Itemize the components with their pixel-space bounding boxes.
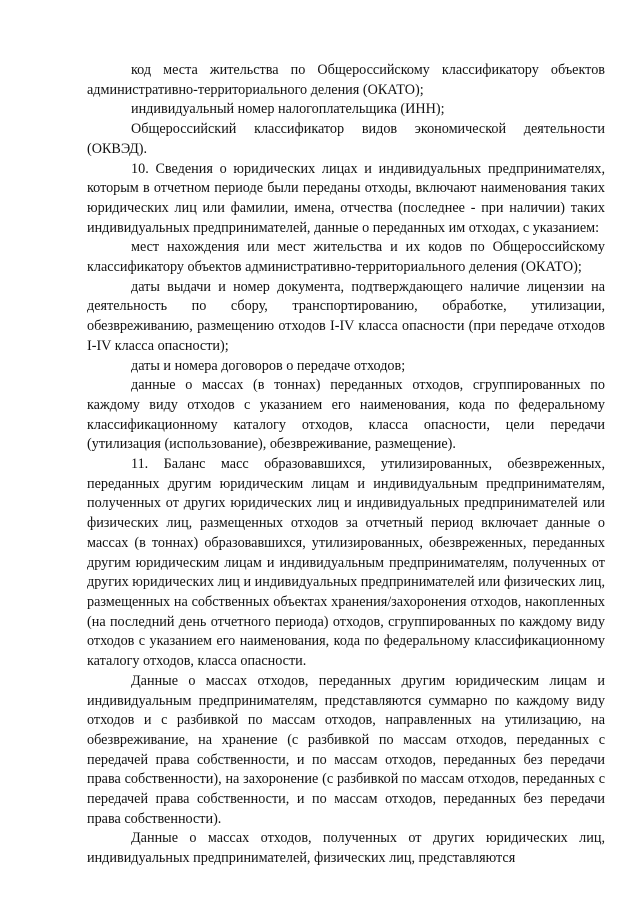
paragraph-okved: Общероссийский классификатор видов экономической деятельности (ОКВЭД). — [87, 121, 605, 157]
paragraph-inn: индивидуальный номер налогоплательщика (ИНН); — [131, 101, 445, 118]
document-body — [87, 61, 605, 869]
paragraph-license: даты выдачи и номер документа, подтверждающего наличие лицензии на деятельность по сбору, транспортированию, обработке, утилизации, обезвреживанию, размещению отходов I-IV класса опасности (при передаче отходов I-IV класса опасности); — [87, 278, 605, 354]
paragraph-okato-residence: код места жительства по Общероссийскому классификатору объектов административно-территориального деления (ОКАТО); — [87, 62, 605, 98]
paragraph-contracts: даты и номера договоров о передаче отходов; — [131, 357, 406, 374]
paragraph-transferred-masses: данные о массах (в тоннах) переданных отходов, сгруппированных по каждому виду отходов с указанием его наименования, кода по федеральному классификационному каталогу отходов, класса опасности, цели передачи (утилизация (использование), обезвреживание, размещение). — [87, 377, 605, 453]
paragraph-transfer-data: Данные о массах отходов, переданных другим юридическим лицам и индивидуальным предпринимателям, представляются суммарно по каждому виду отходов и с разбивкой по массам отходов, направленных на утилизацию, на обезвреживание, на хранение (с разбивкой по массам отходов, переданных с передачей права собственности, и по массам отходов, переданных без передачи права собственности), на захоронение (с разбивкой по массам отходов, переданных с передачей права собственности, и по массам отходов, переданных без передачи права собственности). — [87, 672, 605, 827]
paragraph-section-10: 10. Сведения о юридических лицах и индивидуальных предпринимателях, которым в отчетном периоде были переданы отходы, включают наименования таких юридических лиц или фамилии, имена, отчества (последнее - при наличии) таких индивидуальных предпринимателей, данные о переданных им отходах, с указанием: — [87, 160, 605, 236]
paragraph-received-data: Данные о массах отходов, полученных от других юридических лиц, индивидуальных предпринимателей, физических лиц, представляются — [87, 830, 605, 867]
paragraph-section-11: 11. Баланс масс образовавшихся, утилизированных, обезвреженных, переданных другим юридическим лицам и индивидуальным предпринимателям, полученных от других юридических лиц и индивидуальных предпринимателей или физических лиц, размещенных отходов за отчетный период включает данные о массах (в тоннах) образовавшихся, утилизированных, обезвреженных, переданных другим юридическим лицам и индивидуальным предпринимателям, полученных от других юридических лиц и индивидуальных предпринимателей или физических лиц, размещенных на собственных объектах хранения/захоронения отходов, накопленных (на последний день отчетного периода) отходов, сгруппированных по каждому виду отходов с указанием его наименования, кода по федеральному классификационному каталогу отходов, класса опасности. — [87, 456, 605, 670]
paragraph-locations: мест нахождения или мест жительства и их кодов по Общероссийскому классификатору объектов административно-территориального деления (ОКАТО); — [87, 239, 605, 276]
